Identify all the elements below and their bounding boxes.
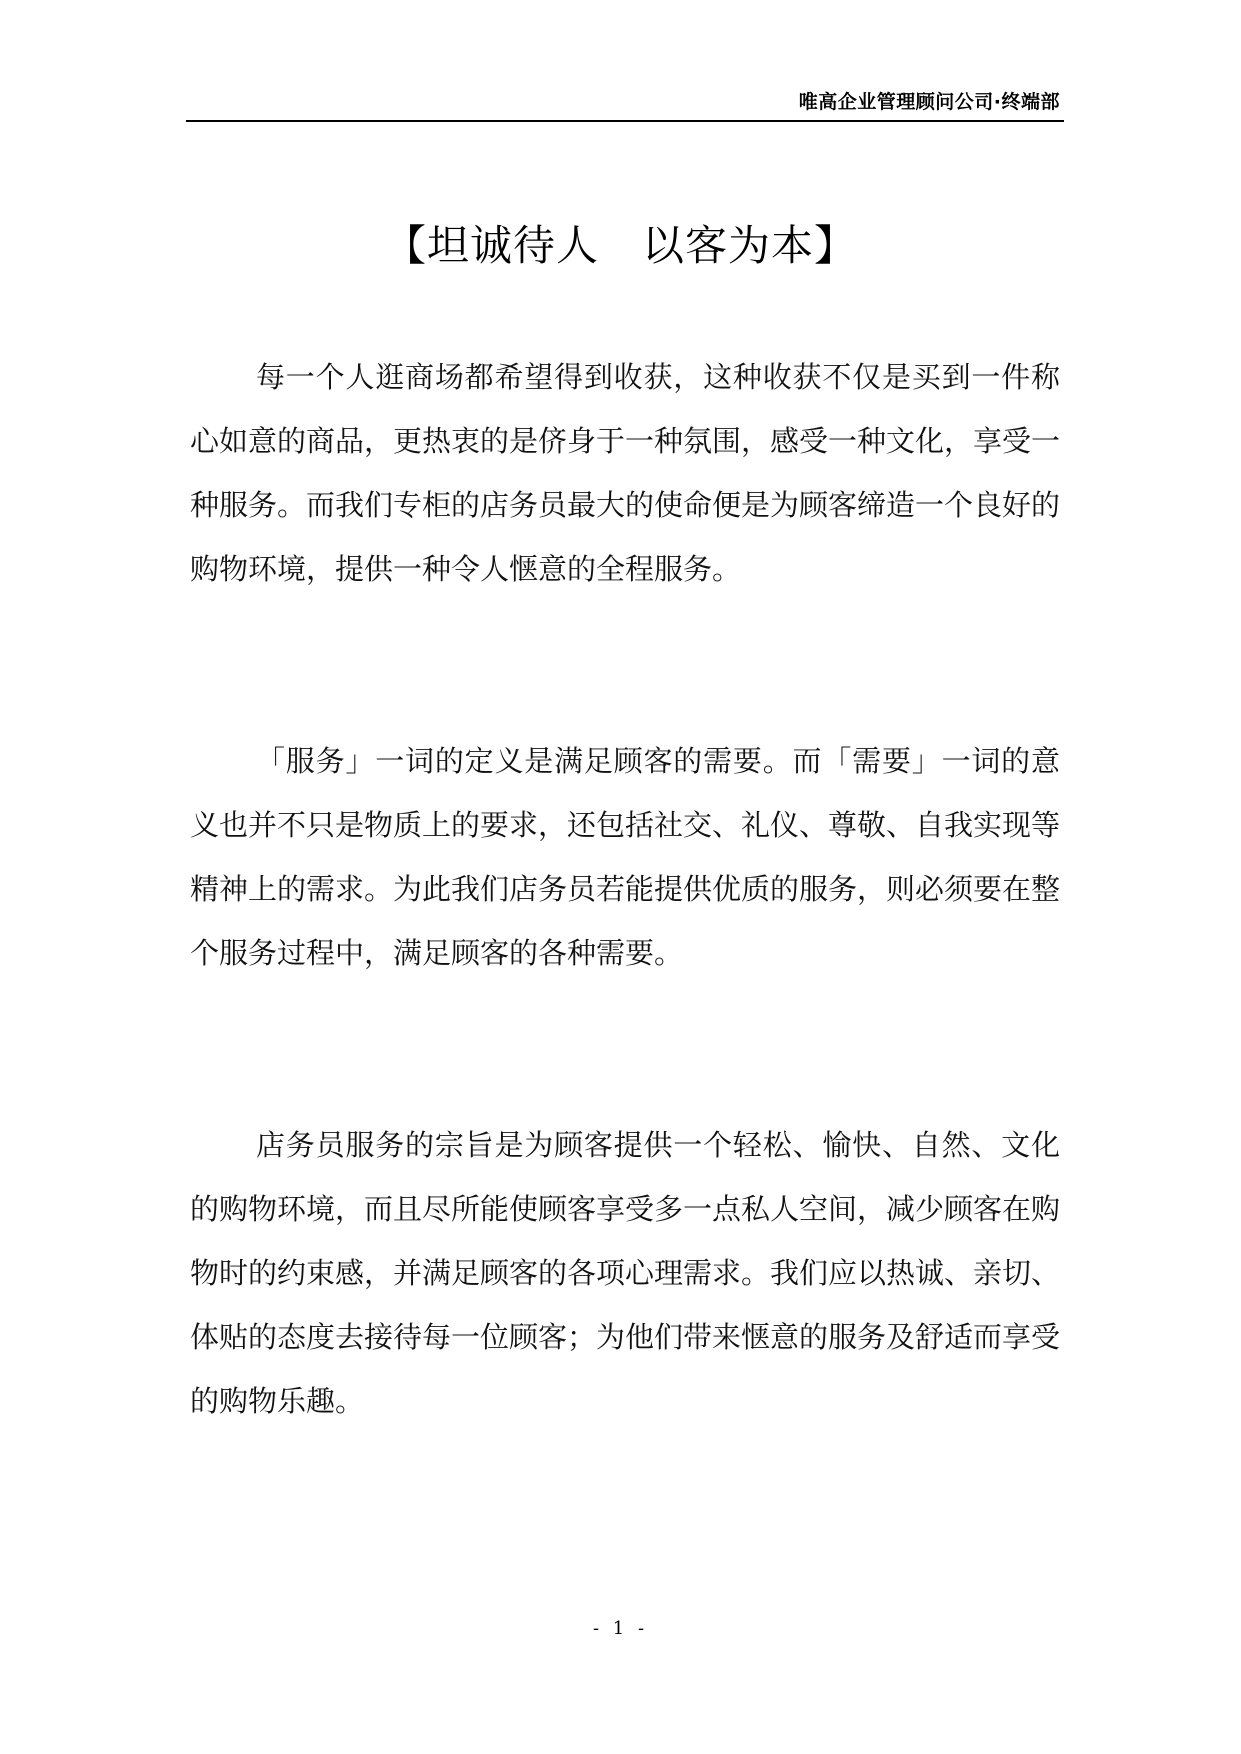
page-header	[186, 86, 1064, 122]
header-company-name: 唯高企业管理顾问公司·终端部	[798, 91, 1060, 113]
body-paragraph-3: 店务员服务的宗旨是为顾客提供一个轻松、愉快、自然、文化的购物环境，而且尽所能使顾客享受多一点私人空间，减少顾客在购物时的约束感，并满足顾客的各项心理需求。我们应以热诚、亲切、体贴的态度去接待每一位顾客；为他们带来惬意的服务及舒适而享受的购物乐趣。	[190, 1128, 1061, 1418]
body-paragraph-2: 「服务」一词的定义是满足顾客的需要。而「需要」一词的意义也并不只是物质上的要求，还包括社交、礼仪、尊敬、自我实现等精神上的需求。为此我们店务员若能提供优质的服务，则必须要在整个服务过程中，满足顾客的各种需要。	[190, 744, 1061, 970]
page-number: - 1 -	[592, 1618, 649, 1639]
body-paragraph-1: 每一个人逛商场都希望得到收获，这种收获不仅是买到一件称心如意的商品，更热衷的是侪身于一种氛围，感受一种文化，享受一种服务。而我们专柜的店务员最大的使命便是为顾客缔造一个良好的购物环境，提供一种令人惬意的全程服务。	[190, 360, 1061, 586]
document-title: 【坦诚待人 以客为本】	[383, 221, 857, 270]
